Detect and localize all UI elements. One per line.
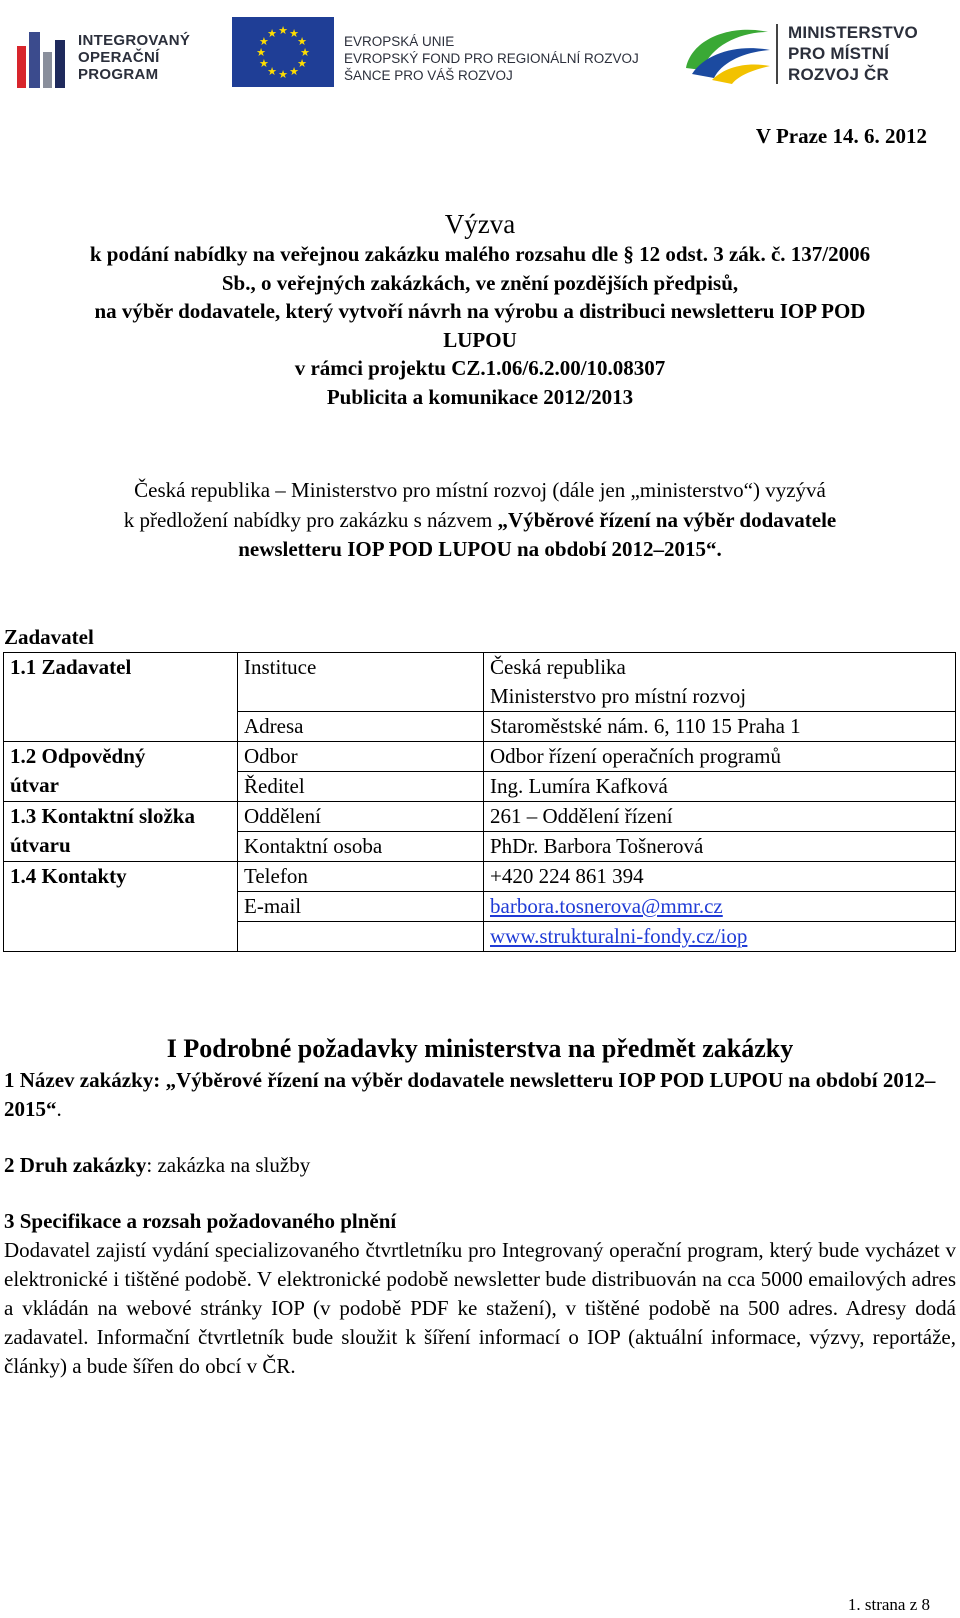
- eu-star-icon: ★: [278, 69, 288, 81]
- item-2-label: 2 Druh zakázky: [4, 1153, 147, 1177]
- item-3-label: 3 Specifikace a rozsah požadovaného plnění: [4, 1209, 397, 1233]
- title-main: Výzva: [444, 209, 516, 239]
- eu-star-icon: ★: [289, 27, 299, 40]
- telefon-label: Telefon: [238, 862, 483, 892]
- intro-contract-name-end: newsletteru IOP POD LUPOU na období 2012–2015“.: [238, 537, 722, 561]
- item-3-text: Dodavatel zajistí vydání specializovaného čtvrtletníku pro Integrovaný operační program, který bude vycházet v elektronické i tištěné podobě. V elektronické podobě newsletter bude distribuován na cca 5000 emailových adres a vkládán na webové stránky IOP (v podobě PDF ke stažení), v tištěné podobě na 500 adres. Adresy dodá zadavatel. Informační čtvrtletník bude sloužit k šíření informací o IOP (aktuální informace, výzvy, reportáže, články) a bude šířen do obcí v ČR.: [4, 1238, 956, 1378]
- eu-star-icon: ★: [300, 47, 310, 59]
- iop-logo-line-3: PROGRAM: [78, 66, 159, 83]
- table-row: [4, 862, 956, 952]
- odpovedny-line-2: útvar: [10, 773, 59, 797]
- eu-logo: [232, 17, 652, 87]
- eu-star-icon: ★: [297, 36, 307, 48]
- title-line-4: LUPOU: [443, 327, 517, 352]
- eu-logo-line-1: EVROPSKÁ UNIE: [344, 34, 455, 49]
- table-cell-kontakty: 1.4 Kontakty: [4, 862, 238, 952]
- instituce-line-2: Ministerstvo pro místní rozvoj: [490, 684, 747, 708]
- table-cell-adresa-value: Staroměstské nám. 6, 110 15 Praha 1: [484, 712, 956, 742]
- eu-star-icon: ★: [259, 36, 269, 48]
- item-3-specification: [4, 1207, 956, 1381]
- telefon-value: +420 224 861 394: [484, 862, 955, 892]
- eu-logo-line-2: EVROPSKÝ FOND PRO REGIONÁLNÍ ROZVOJ: [344, 51, 639, 66]
- table-cell-oddeleni-labels: [238, 802, 484, 862]
- odbor-label: Odbor: [238, 742, 483, 772]
- odbor-value: Odbor řízení operačních programů: [484, 742, 955, 772]
- kontaktni-slozka-line-2: útvaru: [10, 833, 71, 857]
- table-cell-odbor-reditel-values: [484, 742, 956, 802]
- reditel-label: Ředitel: [244, 774, 305, 798]
- table-cell-kontaktni-slozka: [4, 802, 238, 862]
- table-row: [4, 653, 956, 712]
- iop-logo-line-1: INTEGROVANÝ: [78, 32, 191, 49]
- mmr-logo-line-3: ROZVOJ ČR: [788, 65, 889, 84]
- iop-logo: [14, 18, 204, 88]
- table-cell-kontakty-values: [484, 862, 956, 952]
- mmr-logo-mark-icon: [682, 18, 774, 90]
- eu-star-icon: ★: [256, 47, 266, 59]
- table-cell-odpovedny-utvar: [4, 742, 238, 802]
- item-1-end: .: [56, 1097, 62, 1121]
- kontaktni-osoba-label: Kontaktní osoba: [244, 834, 383, 858]
- eu-star-icon: ★: [289, 66, 299, 79]
- table-cell-zadavatel: 1.1 Zadavatel: [4, 653, 238, 742]
- intro-line-2: [0, 506, 960, 536]
- contracting-authority-table: [3, 652, 956, 952]
- mmr-logo: [682, 18, 952, 90]
- table-cell-instituce-value: [484, 653, 956, 712]
- page-number: 1. strana z 8: [847, 1595, 930, 1614]
- section-heading: I Podrobné požadavky ministerstva na předmět zakázky: [166, 1034, 794, 1063]
- item-1-text: „Výběrové řízení na výběr dodavatele newsletteru IOP POD LUPOU na období 2012–2015“: [4, 1068, 936, 1121]
- oddeleni-value: 261 – Oddělení řízení: [484, 802, 955, 832]
- instituce-line-1: Česká republika: [490, 655, 626, 679]
- kontaktni-slozka-line-1: 1.3 Kontaktní složka: [10, 804, 195, 828]
- table-row: [4, 802, 956, 862]
- title-line-6: Publicita a komunikace 2012/2013: [326, 384, 634, 409]
- eu-star-icon: ★: [278, 25, 288, 37]
- table-row: [4, 742, 956, 802]
- mmr-logo-line-2: PRO MÍSTNÍ: [788, 44, 890, 63]
- email-label: E-mail: [238, 892, 483, 922]
- eu-star-icon: ★: [259, 58, 269, 70]
- item-2-text: : zakázka na služby: [146, 1153, 311, 1177]
- kontaktni-osoba-value: PhDr. Barbora Tošnerová: [490, 834, 704, 858]
- iop-logo-bars-icon: [14, 18, 74, 88]
- title-line-3: na výběr dodavatele, který vytvoří návrh na výrobu a distribuci newsletteru IOP POD: [94, 299, 866, 324]
- eu-logo-line-3: ŠANCE PRO VÁŠ ROZVOJ: [344, 68, 513, 83]
- odpovedny-line-1: 1.2 Odpovědný: [10, 744, 146, 768]
- table-cell-kontakty-labels: [238, 862, 484, 952]
- reditel-value: Ing. Lumíra Kafková: [490, 774, 668, 798]
- table-cell-oddeleni-values: [484, 802, 956, 862]
- section-zadavatel: Zadavatel: [4, 625, 94, 649]
- item-1-label: 1 Název zakázky:: [4, 1068, 166, 1092]
- title-line-1: k podání nabídky na veřejnou zakázku malého rozsahu dle § 12 odst. 3 zák. č. 137/2006: [89, 242, 871, 266]
- table-cell-instituce-label: Instituce: [238, 653, 484, 712]
- table-cell-adresa-label: Adresa: [238, 712, 484, 742]
- website-link[interactable]: www.strukturalni-fondy.cz/iop: [490, 924, 748, 948]
- intro-contract-name-start: „Výběrové řízení na výběr dodavatele: [497, 507, 837, 532]
- intro-line-1: Česká republika – Ministerstvo pro místní rozvoj (dále jen „ministerstvo“) vyzývá: [134, 478, 826, 502]
- item-1-contract-name: [4, 1066, 956, 1124]
- intro-paragraph: [0, 476, 960, 565]
- document-date: V Praze 14. 6. 2012: [755, 124, 927, 148]
- oddeleni-label: Oddělení: [238, 802, 483, 832]
- intro-line-2-text: k předložení nabídky pro zakázku s názvem: [123, 507, 498, 532]
- intro-line-3: [0, 535, 960, 565]
- eu-star-icon: ★: [297, 58, 307, 70]
- iop-logo-line-2: OPERAČNÍ: [78, 49, 160, 66]
- table-cell-odbor-reditel-labels: [238, 742, 484, 802]
- email-link[interactable]: barbora.tosnerova@mmr.cz: [490, 894, 723, 918]
- eu-star-icon: ★: [267, 27, 277, 40]
- eu-star-icon: ★: [267, 66, 277, 79]
- mmr-logo-line-1: MINISTERSTVO: [788, 23, 918, 42]
- document-title: [0, 208, 960, 412]
- item-2-contract-type: [4, 1151, 956, 1180]
- eu-flag-icon: [232, 17, 334, 87]
- title-line-2: Sb., o veřejných zakázkách, ve znění pozdějších předpisů,: [221, 270, 739, 295]
- title-line-5: v rámci projektu CZ.1.06/6.2.00/10.08307: [294, 356, 666, 381]
